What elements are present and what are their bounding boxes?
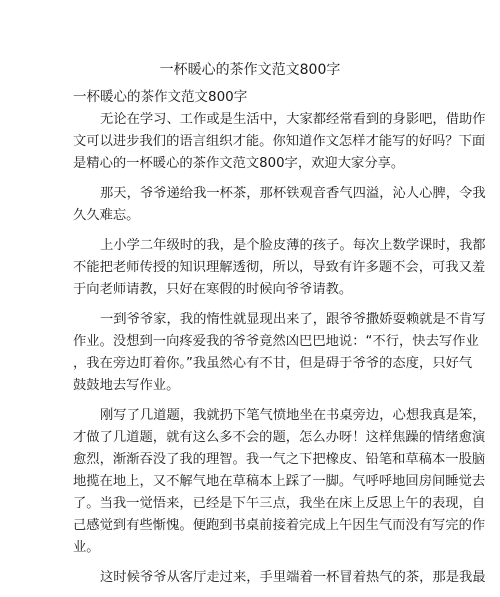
text-line: 那天，爷爷递给我一杯茶，那杯铁观音香气四溢，沁人心脾，令我 bbox=[100, 186, 486, 201]
paragraph-intro bbox=[73, 109, 486, 175]
article-body bbox=[73, 109, 486, 597]
text-line: 作业。没想到一向疼爱我的爷爷竟然凶巴巴地说：“不行，快去写作业 bbox=[73, 334, 479, 349]
text-line: 于向老师请教，只好在寒假的时候向爷爷请教。 bbox=[73, 282, 353, 297]
text-line: 己感觉到有些惭愧。便跑到书桌前接着完成上午因生气而没有写完的作 bbox=[73, 518, 486, 533]
article-subtitle: 一杯暖心的茶作文范文800字 bbox=[73, 89, 248, 105]
paragraph-grandpa bbox=[73, 309, 486, 397]
document-title: 一杯暖心的茶作文范文800字 bbox=[159, 62, 341, 78]
text-line: 鼓鼓地去写作业。 bbox=[73, 378, 180, 393]
text-line: 地揽在地上，又不解气地在草稿本上踩了一脚。气呼呼地回房间睡觉去 bbox=[73, 474, 486, 489]
paragraph-school bbox=[73, 235, 486, 301]
text-line: 了。当我一觉悟来，已经是下午三点，我坐在床上反思上午的表现，自 bbox=[73, 496, 486, 511]
paragraph-afternoon bbox=[73, 567, 486, 589]
paragraph-homework bbox=[73, 405, 486, 559]
text-line: 这时候爷爷从客厅走过来，手里端着一杯冒着热气的茶，那是我最 bbox=[100, 570, 486, 585]
text-line: 一到爷爷家，我的惰性就显现出来了，跟爷爷撒娇耍赖就是不肯写 bbox=[100, 312, 486, 327]
text-line: 刚写了几道题，我就扔下笔气愤地坐在书桌旁边，心想我真是笨， bbox=[100, 408, 486, 423]
text-line: 无论在学习、工作或是生活中，大家都经常看到的身影吧，借助作 bbox=[100, 112, 486, 127]
text-line: 才做了几道题，就有这么多不会的题，怎么办呀！这样焦躁的情绪愈演 bbox=[73, 430, 486, 445]
text-line: 是精心的一杯暖心的茶作文范文800字，欢迎大家分享。 bbox=[73, 156, 405, 171]
paragraph-tea bbox=[73, 183, 486, 227]
text-line: ，我在旁边盯着你。”我虽然心有不甘，但是碍于爷爷的态度，只好气 bbox=[73, 356, 473, 371]
text-line: 愈烈，渐渐吞没了我的理智。我一气之下把橡皮、铅笔和草稿本一股脑 bbox=[73, 452, 486, 467]
text-line: 文可以进步我们的语言组织才能。你知道作文怎样才能写的好吗？下面 bbox=[73, 134, 486, 149]
text-line: 不能把老师传授的知识理解透彻，所以，导致有许多题不会，可我又羞 bbox=[73, 260, 486, 275]
text-line: 久久难忘。 bbox=[73, 208, 140, 223]
text-line: 上小学二年级时的我，是个脸皮薄的孩子。每次上数学课时，我都 bbox=[100, 238, 486, 253]
text-line: 业。 bbox=[73, 540, 100, 555]
